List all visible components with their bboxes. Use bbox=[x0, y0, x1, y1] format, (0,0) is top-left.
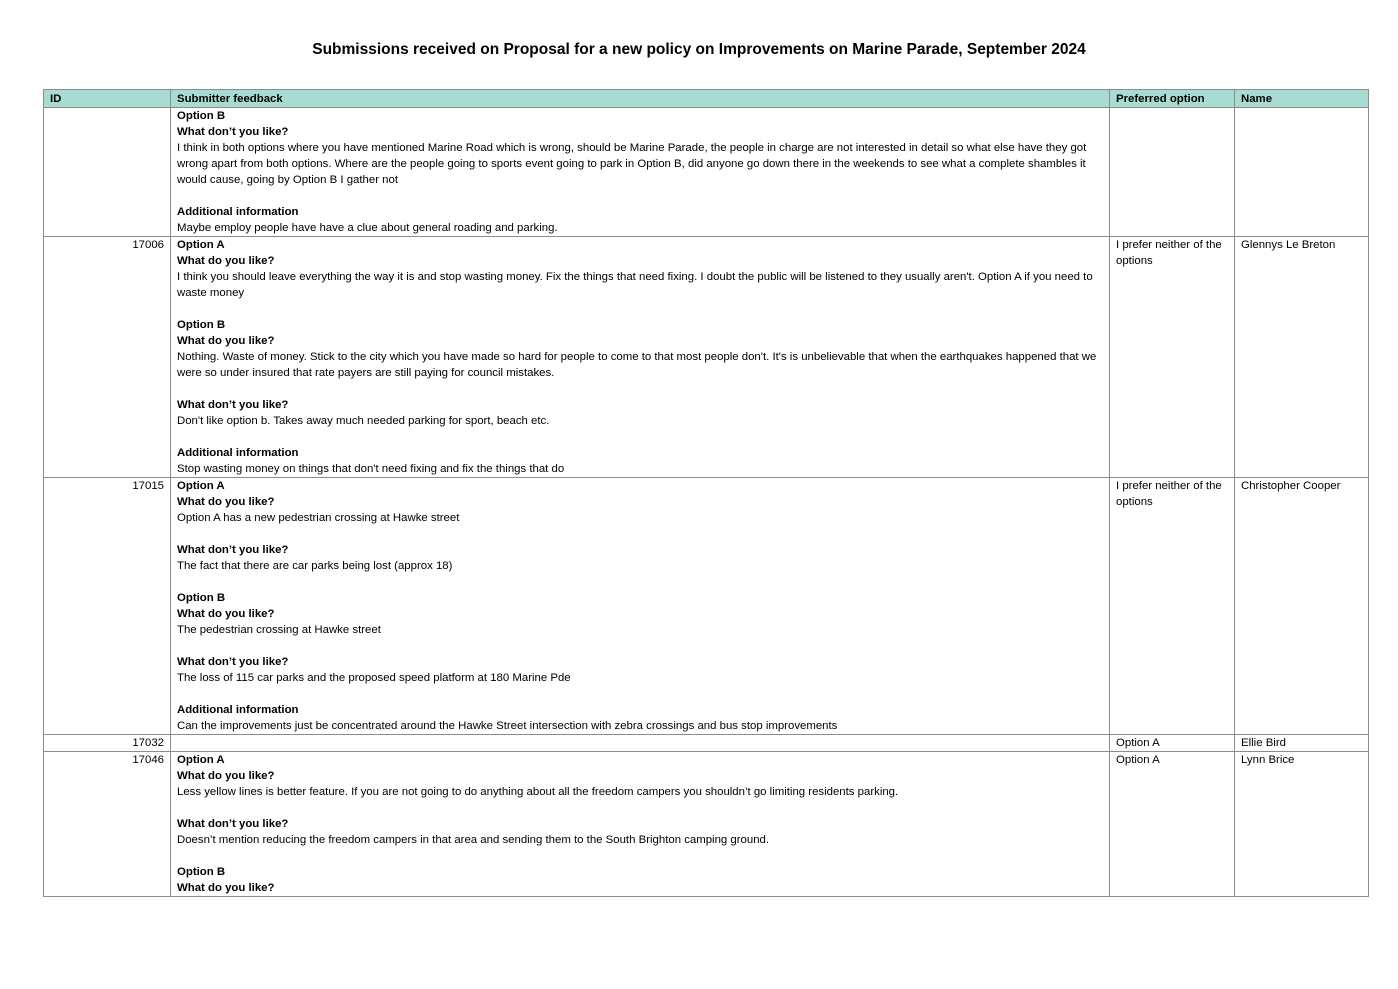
cell-feedback bbox=[171, 108, 1110, 237]
table-body bbox=[44, 108, 1369, 897]
feedback-heading: Additional information bbox=[177, 704, 299, 716]
cell-feedback bbox=[171, 735, 1110, 752]
cell-id: 17006 bbox=[44, 237, 171, 478]
spacer bbox=[177, 526, 1103, 542]
cell-id bbox=[44, 108, 171, 237]
cell-id: 17046 bbox=[44, 752, 171, 897]
cell-id: 17015 bbox=[44, 478, 171, 735]
feedback-heading: Additional information bbox=[177, 206, 299, 218]
feedback-heading: What don’t you like? bbox=[177, 126, 289, 138]
spacer bbox=[177, 301, 1103, 317]
cell-feedback bbox=[171, 237, 1110, 478]
feedback-text: The loss of 115 car parks and the proposed speed platform at 180 Marine Pde bbox=[177, 672, 571, 684]
feedback-heading: Additional information bbox=[177, 447, 299, 459]
cell-feedback bbox=[171, 478, 1110, 735]
cell-name: Christopher Cooper bbox=[1235, 478, 1369, 735]
table-row bbox=[44, 108, 1369, 237]
cell-name bbox=[1235, 108, 1369, 237]
column-header-option: Preferred option bbox=[1110, 90, 1235, 108]
spacer bbox=[177, 800, 1103, 816]
cell-preferred-option: I prefer neither of the options bbox=[1110, 237, 1235, 478]
cell-name: Glennys Le Breton bbox=[1235, 237, 1369, 478]
feedback-heading: What don’t you like? bbox=[177, 544, 289, 556]
page-title: Submissions received on Proposal for a new policy on Improvements on Marine Parade, September 2024 bbox=[312, 41, 1086, 58]
feedback-heading: Option B bbox=[177, 319, 226, 331]
feedback-heading: What do you like? bbox=[177, 335, 275, 347]
cell-preferred-option: Option A bbox=[1110, 735, 1235, 752]
cell-name: Ellie Bird bbox=[1235, 735, 1369, 752]
feedback-text: Maybe employ people have have a clue about general roading and parking. bbox=[177, 222, 558, 234]
feedback-heading: What don’t you like? bbox=[177, 656, 289, 668]
feedback-heading: Option B bbox=[177, 592, 226, 604]
feedback-heading: What do you like? bbox=[177, 496, 275, 508]
feedback-text: I think in both options where you have mentioned Marine Road which is wrong, should be Marine Parade, the people in charge are not interested in detail so what else have they got wrong apart from both options. Where are the people going to sports event going to park in Option B, did anyone go down there in the weekends to see what a complete shambles it would cause, going by Option B I gather not bbox=[177, 142, 1087, 186]
feedback-heading: Option A bbox=[177, 480, 225, 492]
cell-preferred-option bbox=[1110, 108, 1235, 237]
feedback-heading: What do you like? bbox=[177, 255, 275, 267]
table-row bbox=[44, 735, 1369, 752]
column-header-name: Name bbox=[1235, 90, 1369, 108]
spacer bbox=[177, 574, 1103, 590]
feedback-text: The fact that there are car parks being lost (approx 18) bbox=[177, 560, 453, 572]
feedback-text: Option A has a new pedestrian crossing at Hawke street bbox=[177, 512, 460, 524]
cell-preferred-option: I prefer neither of the options bbox=[1110, 478, 1235, 735]
spacer bbox=[177, 848, 1103, 864]
feedback-text: The pedestrian crossing at Hawke street bbox=[177, 624, 381, 636]
spacer bbox=[177, 686, 1103, 702]
feedback-text: Nothing. Waste of money. Stick to the city which you have made so hard for people to come to that most people don't. It's is unbelievable that when the earthquakes happened that we were so under insured that rate payers are still paying for council mistakes. bbox=[177, 351, 1097, 379]
cell-feedback bbox=[171, 752, 1110, 897]
feedback-heading: Option A bbox=[177, 239, 225, 251]
cell-id: 17032 bbox=[44, 735, 171, 752]
feedback-heading: What do you like? bbox=[177, 608, 275, 620]
feedback-heading: What do you like? bbox=[177, 882, 275, 894]
table-row bbox=[44, 478, 1369, 735]
feedback-text: Can the improvements just be concentrated around the Hawke Street intersection with zebra crossings and bus stop improvements bbox=[177, 720, 838, 732]
spacer bbox=[177, 188, 1103, 204]
feedback-heading: What do you like? bbox=[177, 770, 275, 782]
spacer bbox=[177, 381, 1103, 397]
submissions-table bbox=[43, 89, 1369, 897]
spacer bbox=[177, 638, 1103, 654]
feedback-text: I think you should leave everything the way it is and stop wasting money. Fix the things that need fixing. I doubt the public will be listened to they usually aren't. Option A if you need to waste money bbox=[177, 271, 1093, 299]
column-header-id: ID bbox=[44, 90, 171, 108]
spacer bbox=[177, 429, 1103, 445]
feedback-heading: Option A bbox=[177, 754, 225, 766]
cell-name: Lynn Brice bbox=[1235, 752, 1369, 897]
feedback-heading: What don’t you like? bbox=[177, 818, 289, 830]
cell-preferred-option: Option A bbox=[1110, 752, 1235, 897]
feedback-text: Don't like option b. Takes away much needed parking for sport, beach etc. bbox=[177, 415, 550, 427]
feedback-heading: Option B bbox=[177, 866, 226, 878]
column-header-feedback: Submitter feedback bbox=[171, 90, 1110, 108]
feedback-text: Less yellow lines is better feature. If you are not going to do anything about all the freedom campers you shouldn’t go limiting residents parking. bbox=[177, 786, 899, 798]
table-row bbox=[44, 752, 1369, 897]
feedback-text: Stop wasting money on things that don't need fixing and fix the things that do bbox=[177, 463, 565, 475]
table-row bbox=[44, 237, 1369, 478]
feedback-heading: What don’t you like? bbox=[177, 399, 289, 411]
feedback-text: Doesn’t mention reducing the freedom campers in that area and sending them to the South Brighton camping ground. bbox=[177, 834, 770, 846]
feedback-heading: Option B bbox=[177, 110, 226, 122]
table-header bbox=[44, 90, 1369, 108]
